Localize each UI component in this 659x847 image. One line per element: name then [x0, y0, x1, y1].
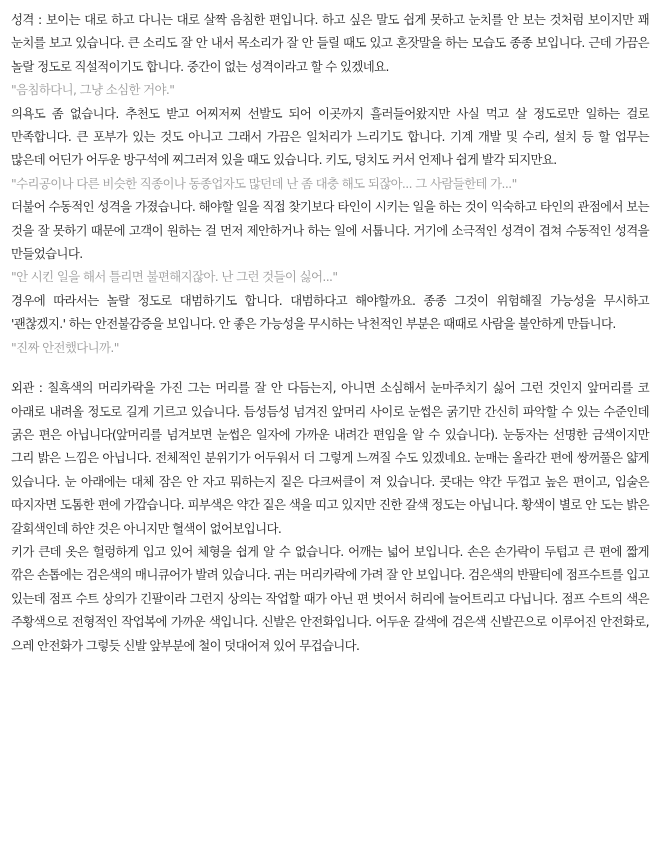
- personality-quote-3: "안 시킨 일을 해서 틀리면 불편해지잖아. 난 그런 것들이 싫어...": [11, 269, 338, 285]
- passivity-paragraph: 더불어 수동적인 성격을 가졌습니다. 해야할 일을 직접 찾기보다 타인이 시키는 일을 하는 것이 익숙하고 타인의 관점에서 보는 것을 잘 못하기 때문에 고객이 원하는 걸 먼저 제안하거나 하는 일에 서툽니다. 거기에 소극적인 성격이 겹쳐 수동적인 성격을 만들었습니다.: [11, 199, 650, 262]
- personality-quote-4: "진짜 안전했다니까.": [11, 339, 119, 355]
- section-spacer: [11, 359, 649, 376]
- personality-quote-2: "수리공이나 다른 비슷한 직종이나 동종업자도 많던데 난 좀 대충 해도 되잖아... 그 사람들한테 가...": [11, 175, 517, 191]
- appearance-body-paragraph: 키가 큰데 옷은 헐렁하게 입고 있어 체형을 쉽게 알 수 없습니다. 어깨는 넓어 보입니다. 손은 손가락이 두텁고 큰 편에 짧게 깎은 손톱에는 검은색의 매니큐어가 발려 있습니다. 귀는 머리카락에 가려 잘 안 보입니다. 검은색의 반팔티에 점프수트를 입고 있는데 점프 수트 상의가 긴팔이라 그런지 상의는 작업할 때가 아닌 편 벗어서 허리에 늘어트리고 다닙니다. 점프 수트의 색은 주황색으로 전형적인 작업복에 가까운 색입니다. 신발은 안전화입니다. 어두운 갈색에 검은색 신발끈으로 이루어진 안전화로, 으레 안전화가 그렇듯 신발 앞부분에 철이 덧대어져 있어 무겁습니다.: [11, 543, 649, 653]
- appearance-face-paragraph: 외관 : 칠흑색의 머리카락을 가진 그는 머리를 잘 안 다듬는지, 아니면 소심해서 눈마주치기 싫어 그런 것인지 앞머리를 코 아래로 내려올 정도로 길게 기르고 있습니다. 듬성듬성 넘겨진 앞머리 사이로 눈썹은 굵기만 간신히 파악할 수 있는 수준인데 굵은 편은 아닙니다(앞머리를 넘겨보면 눈썹은 일자에 가까운 내려간 편임을 알 수 있습니다). 눈동자는 선명한 금색이지만 그리 밝은 느낌은 아닙니다. 전체적인 분위기가 어두워서 더 그렇게 느껴질 수도 있겠네요. 눈매는 올라간 편에 쌍꺼풀은 얇게 있습니다. 눈 아래에는 대체 잠은 안 자고 뭐하는지 짙은 다크써클이 져 있습니다. 콧대는 약간 두껍고 높은 편이고, 입술은 따지자면 도톰한 편에 가깝습니다. 피부색은 약간 짙은 색을 띠고 있지만 진한 갈색 정도는 아닙니다. 황색이 별로 안 도는 밝은 갈회색인데 하얀 것은 아니지만 혈색이 없어보입니다.: [11, 380, 649, 536]
- optimism-paragraph: 경우에 따라서는 놀랄 정도로 대범하기도 합니다. 대범하다고 해야할까요. 종종 그것이 위험해질 가능성을 무시하고 '괜찮겠지.' 하는 안전불감증을 보입니다. 안 좋은 가능성을 무시하는 낙천적인 부분은 때때로 사람을 불안하게 만듭니다.: [11, 292, 649, 332]
- personality-intro-paragraph: 성격 : 보이는 대로 하고 다니는 대로 살짝 음침한 편입니다. 하고 싶은 말도 쉽게 못하고 눈치를 안 보는 것처럼 보이지만 꽤 눈치를 보고 있습니다. 큰 소리도 잘 안 내서 목소리가 잘 안 들릴 때도 있고 혼잣말을 하는 모습도 종종 보입니다. 근데 가끔은 놀랄 정도로 직설적이기도 합니다. 중간이 없는 성격이라고 할 수 있겠네요.: [11, 12, 649, 74]
- motivation-paragraph: 의욕도 좀 없습니다. 추천도 받고 어찌저찌 선발도 되어 이곳까지 흘러들어왔지만 사실 먹고 살 정도로만 일하는 걸로 만족합니다. 큰 포부가 있는 것도 아니고 그래서 가끔은 일처리가 느리기도 합니다. 기계 개발 및 수리, 설치 등 할 업무는 많은데 어딘가 어두운 방구석에 찌그러져 있을 때도 있습니다. 키도, 덩치도 커서 언제나 쉽게 발각 되지만요.: [11, 105, 649, 168]
- personality-quote-1: "음침하다니, 그냥 소심한 거야.": [11, 82, 175, 98]
